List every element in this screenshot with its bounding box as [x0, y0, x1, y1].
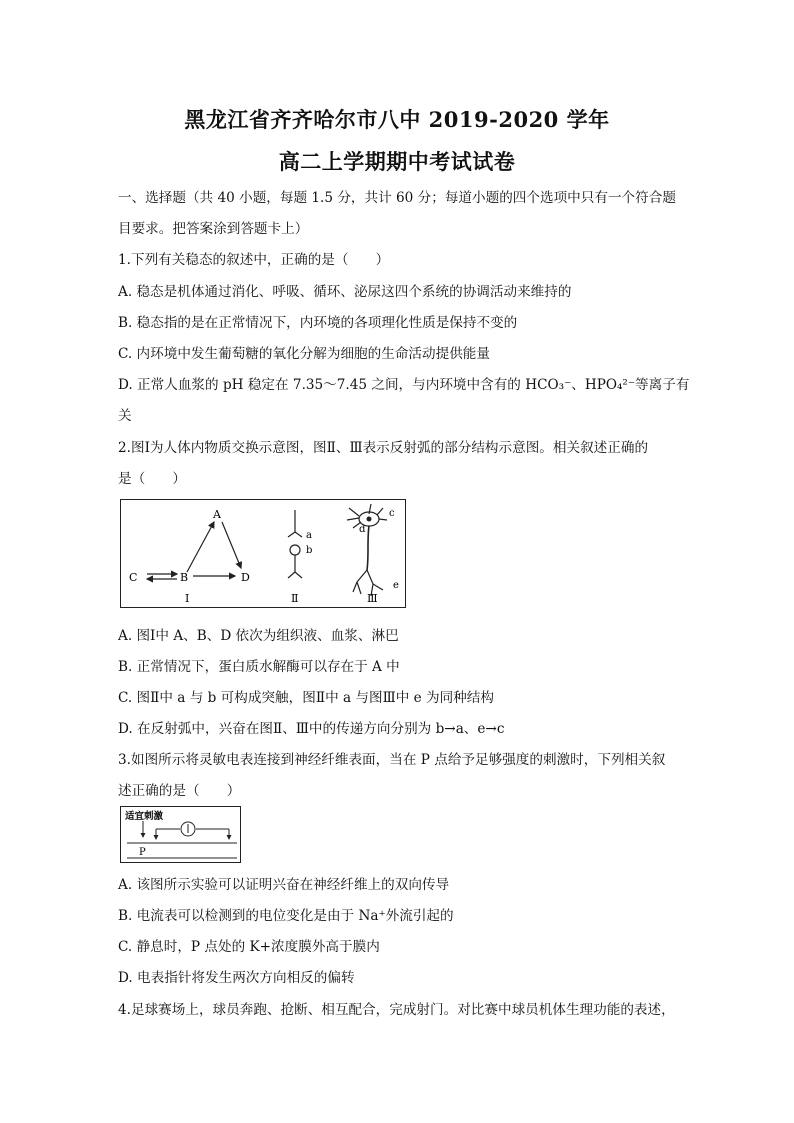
- label-d-upper: D: [241, 571, 250, 584]
- label-figure-ii: Ⅱ: [291, 592, 299, 605]
- point-p-label: P: [139, 847, 146, 858]
- label-e-lower: e: [393, 580, 399, 591]
- question-2-option-a: A. 图Ⅰ中 A、B、D 依次为组织液、血浆、淋巴: [118, 628, 399, 644]
- page-title-line2: 高二上学期期中考试试卷: [278, 149, 516, 174]
- question-2-stem-line1: 2.图Ⅰ为人体内物质交换示意图，图Ⅱ、Ⅲ表示反射弧的部分结构示意图。相关叙述正确的: [118, 440, 649, 456]
- label-b-lower: b: [306, 545, 313, 556]
- label-a-lower: a: [306, 530, 312, 541]
- question-2-figure: [120, 499, 406, 608]
- label-d-lower: d: [359, 524, 366, 535]
- question-1-stem: 1.下列有关稳态的叙述中，正确的是（ ）: [118, 252, 390, 268]
- section-heading-line2: 目要求。把答案涂到答题卡上）: [118, 221, 309, 237]
- question-1-option-b: B. 稳态指的是在正常情况下，内环境的各项理化性质是保持不变的: [118, 315, 518, 331]
- label-c-lower: c: [389, 508, 395, 519]
- reflex-arc-diagram: [121, 500, 405, 607]
- question-1-option-d: D. 正常人血浆的 pH 稳定在 7.35～7.45 之间，与内环境中含有的 HCO₃⁻、HPO₄²⁻等离子有: [118, 377, 690, 393]
- question-3-stem-line1: 3.如图所示将灵敏电表连接到神经纤维表面，当在 P 点给予足够强度的刺激时，下列相关叙: [118, 752, 666, 768]
- figure-i-material-exchange: [129, 508, 250, 605]
- question-1-option-a: A. 稳态是机体通过消化、呼吸、循环、泌尿这四个系统的协调活动来维持的: [118, 284, 572, 300]
- figure-iii-neuron: [347, 504, 399, 605]
- label-a-upper: A: [213, 508, 221, 521]
- label-figure-iii: Ⅲ: [367, 592, 378, 605]
- question-3-stem-line2: 述正确的是（ ）: [118, 783, 241, 799]
- stimulus-label: 适宜刺激: [125, 811, 164, 822]
- question-4-stem: 4.足球赛场上，球员奔跑、抢断、相互配合，完成射门。对比赛中球员机体生理功能的表述，: [118, 1002, 675, 1018]
- question-2-stem-line2: 是（ ）: [118, 471, 186, 487]
- figure-ii-synapse: [288, 510, 312, 605]
- question-3-figure: [120, 806, 241, 863]
- section-heading-line1: 一、选择题（共 40 小题，每题 1.5 分，共计 60 分；每道小题的四个选项中只有一个符合题: [118, 190, 676, 206]
- question-3-option-d: D. 电表指针将发生两次方向相反的偏转: [118, 970, 355, 986]
- question-1-option-c: C. 内环境中发生葡萄糖的氧化分解为细胞的生命活动提供能量: [118, 346, 490, 362]
- arrow-a-to-d: [222, 522, 241, 568]
- question-2-option-c: C. 图Ⅱ中 a 与 b 可构成突触，图Ⅱ中 a 与图Ⅲ中 e 为同种结构: [118, 690, 494, 706]
- label-figure-i: Ⅰ: [185, 592, 190, 605]
- label-c-upper: C: [129, 571, 138, 584]
- question-3-option-a: A. 该图所示实验可以证明兴奋在神经纤维上的双向传导: [118, 877, 450, 893]
- question-1-option-d-cont: 关: [118, 408, 132, 424]
- question-2-option-b: B. 正常情况下，蛋白质水解酶可以存在于 A 中: [118, 659, 400, 675]
- nerve-fiber-meter-diagram: [121, 807, 240, 862]
- label-b-upper: B: [180, 571, 189, 584]
- page-title-line1: 黑龙江省齐齐哈尔市八中 2019-2020 学年: [184, 107, 610, 132]
- question-2-option-d: D. 在反射弧中，兴奋在图Ⅱ、Ⅲ中的传递方向分别为 b→a、e→c: [118, 721, 505, 737]
- question-3-option-b: B. 电流表可以检测到的电位变化是由于 Na⁺外流引起的: [118, 908, 454, 924]
- arrow-b-to-a: [187, 522, 214, 572]
- question-3-option-c: C. 静息时，P 点处的 K+浓度膜外高于膜内: [118, 939, 380, 955]
